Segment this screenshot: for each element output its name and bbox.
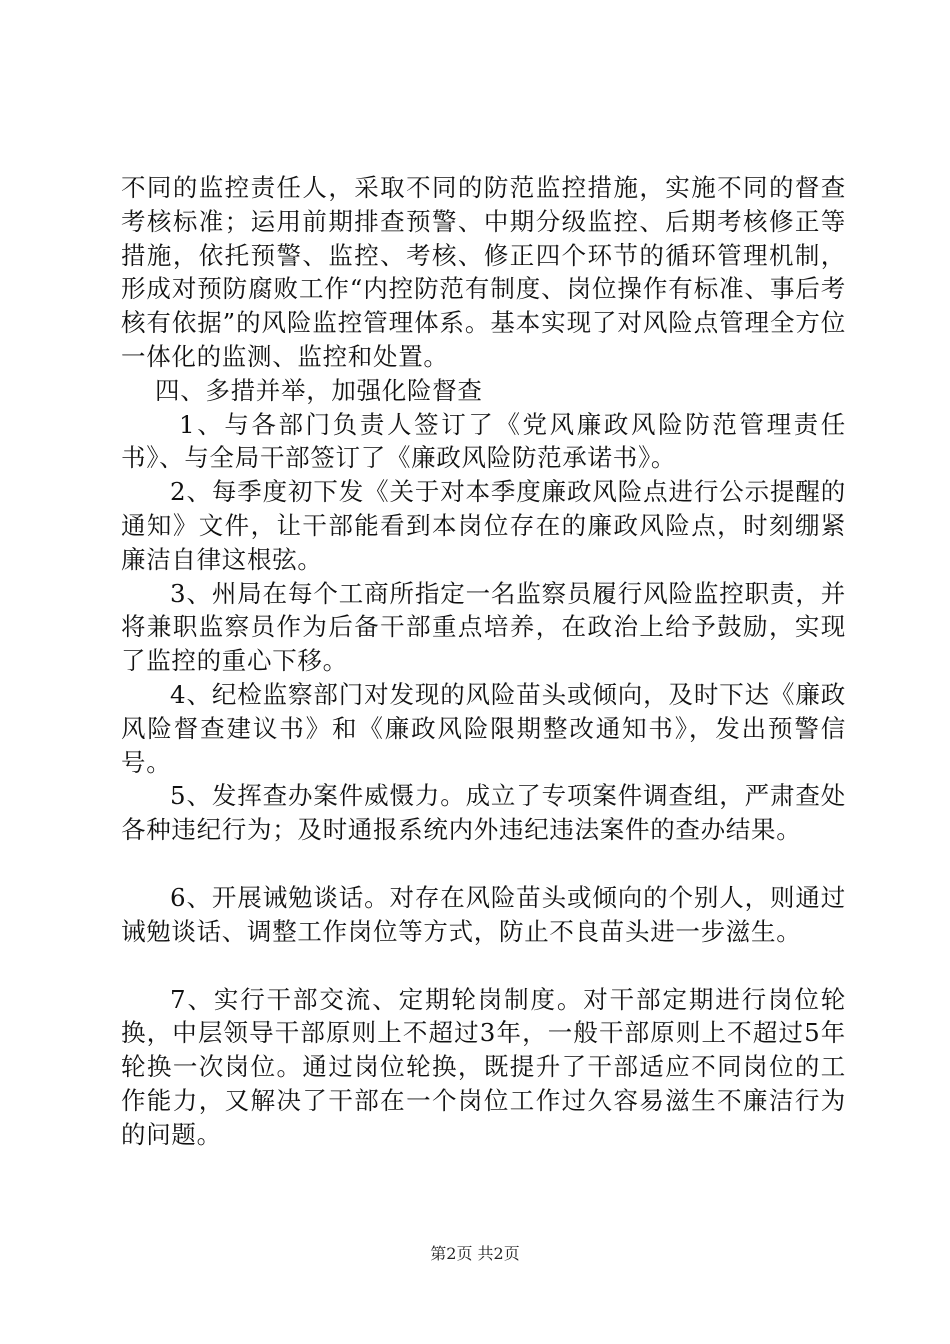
section-heading: 四、多措并举，加强化险督查 (155, 375, 483, 405)
paragraph-item-7: 7、实行干部交流、定期轮岗制度。对干部定期进行岗位轮换，中层领导干部原则上不超过3年，一般干部原则上不超过5年轮换一次岗位。通过岗位轮换，既提升了干部适应不同岗位的工作能力，又解决了干部在一个岗位工作过久容易滋生不廉洁行为的问题。 (121, 984, 846, 1149)
paragraph-item-6: 6、开展诫勉谈话。对存在风险苗头或倾向的个别人，则通过诫勉谈话、调整工作岗位等方式，防止不良苗头进一步滋生。 (121, 882, 846, 946)
paragraph-item-2: 2、每季度初下发《关于对本季度廉政风险点进行公示提醒的通知》文件，让干部能看到本岗位存在的廉政风险点，时刻绷紧廉洁自律这根弦。 (121, 477, 846, 574)
paragraph-item-3: 3、州局在每个工商所指定一名监察员履行风险监控职责，并将兼职监察员作为后备干部重点培养，在政治上给予鼓励，实现了监控的重心下移。 (121, 578, 846, 676)
paragraph-item-5: 5、发挥查办案件威慑力。成立了专项案件调查组，严肃查处各种违纪行为；及时通报系统内外违纪违法案件的查办结果。 (121, 781, 846, 845)
paragraph-item-4: 4、纪检监察部门对发现的风险苗头或倾向，及时下达《廉政风险督查建议书》和《廉政风险限期整改通知书》，发出预警信号。 (121, 679, 846, 777)
paragraph-intro: 不同的监控责任人，采取不同的防范监控措施，实施不同的督查考核标准；运用前期排查预警、中期分级监控、后期考核修正等措施，依托预警、监控、考核、修正四个环节的循环管理机制，形成对预防腐败工作“内控防范有制度、岗位操作有标准、事后考核有依据”的风险监控管理体系。基本实现了对风险点管理全方位一体化的监测、监控和处置。 (121, 173, 846, 371)
paragraph-item-1: 1、与各部门负责人签订了《党风廉政风险防范管理责任书》、与全局干部签订了《廉政风险防范承诺书》。 (121, 409, 846, 473)
page-footer: 第2页 共2页 (430, 1244, 520, 1263)
document-body (121, 171, 846, 1152)
